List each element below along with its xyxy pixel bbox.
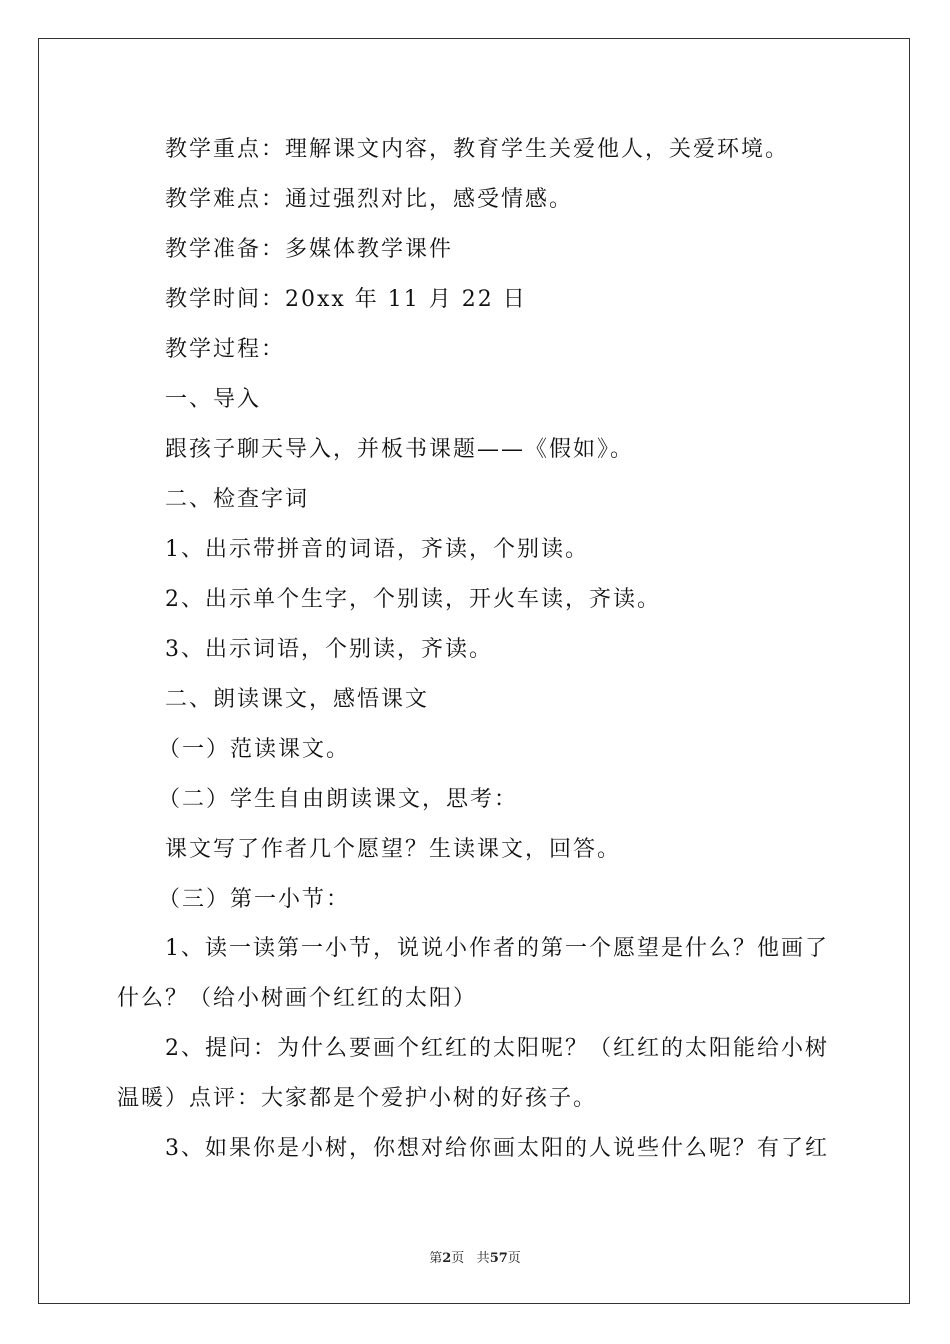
footer-page-suffix: 页 xyxy=(451,1251,465,1266)
text-line: 3、如果你是小树，你想对给你画太阳的人说些什么呢？有了红 xyxy=(165,1136,829,1161)
total-pages: 57 xyxy=(489,1251,508,1266)
text-line: 教学重点：理解课文内容，教育学生关爱他人，关爱环境。 xyxy=(165,137,790,162)
text-line: 1、读一读第一小节，说说小作者的第一个愿望是什么？他画了 xyxy=(165,936,829,961)
section-heading: 一、导入 xyxy=(165,387,262,412)
text-line: 教学难点：通过强烈对比，感受情感。 xyxy=(165,187,574,212)
page-border xyxy=(38,38,910,1304)
text-line: 2、提问：为什么要画个红红的太阳呢？（红红的太阳能给小树 xyxy=(165,1036,829,1061)
text-line: 温暖）点评：大家都是个爱护小树的好孩子。 xyxy=(117,1086,598,1111)
text-line: 教学准备：多媒体教学课件 xyxy=(165,237,454,262)
page-footer xyxy=(0,1247,950,1266)
section-heading: 二、检查字词 xyxy=(165,487,310,512)
text-line: 2、出示单个生字，个别读，开火车读，齐读。 xyxy=(165,587,661,612)
text-line: 3、出示词语，个别读，齐读。 xyxy=(165,637,493,662)
text-line: 课文写了作者几个愿望？生读课文，回答。 xyxy=(165,837,622,862)
text-line: （一）范读课文。 xyxy=(158,737,351,762)
section-heading: 二、朗读课文，感悟课文 xyxy=(165,687,430,712)
text-line: 教学过程： xyxy=(165,337,286,362)
text-line: 教学时间：20xx 年 11 月 22 日 xyxy=(165,287,527,312)
text-line: 跟孩子聊天导入，并板书课题——《假如》。 xyxy=(165,437,635,462)
text-line: 1、出示带拼音的词语，齐读，个别读。 xyxy=(165,537,589,562)
page-number: 2 xyxy=(442,1251,452,1266)
footer-total-prefix: 共 xyxy=(476,1251,490,1266)
text-line: 什么？（给小树画个红红的太阳） xyxy=(117,986,478,1011)
text-line: （二）学生自由朗读课文，思考： xyxy=(158,787,519,812)
footer-prefix: 第 xyxy=(429,1251,443,1266)
footer-total-suffix: 页 xyxy=(507,1251,521,1266)
text-line: （三）第一小节： xyxy=(158,887,351,912)
